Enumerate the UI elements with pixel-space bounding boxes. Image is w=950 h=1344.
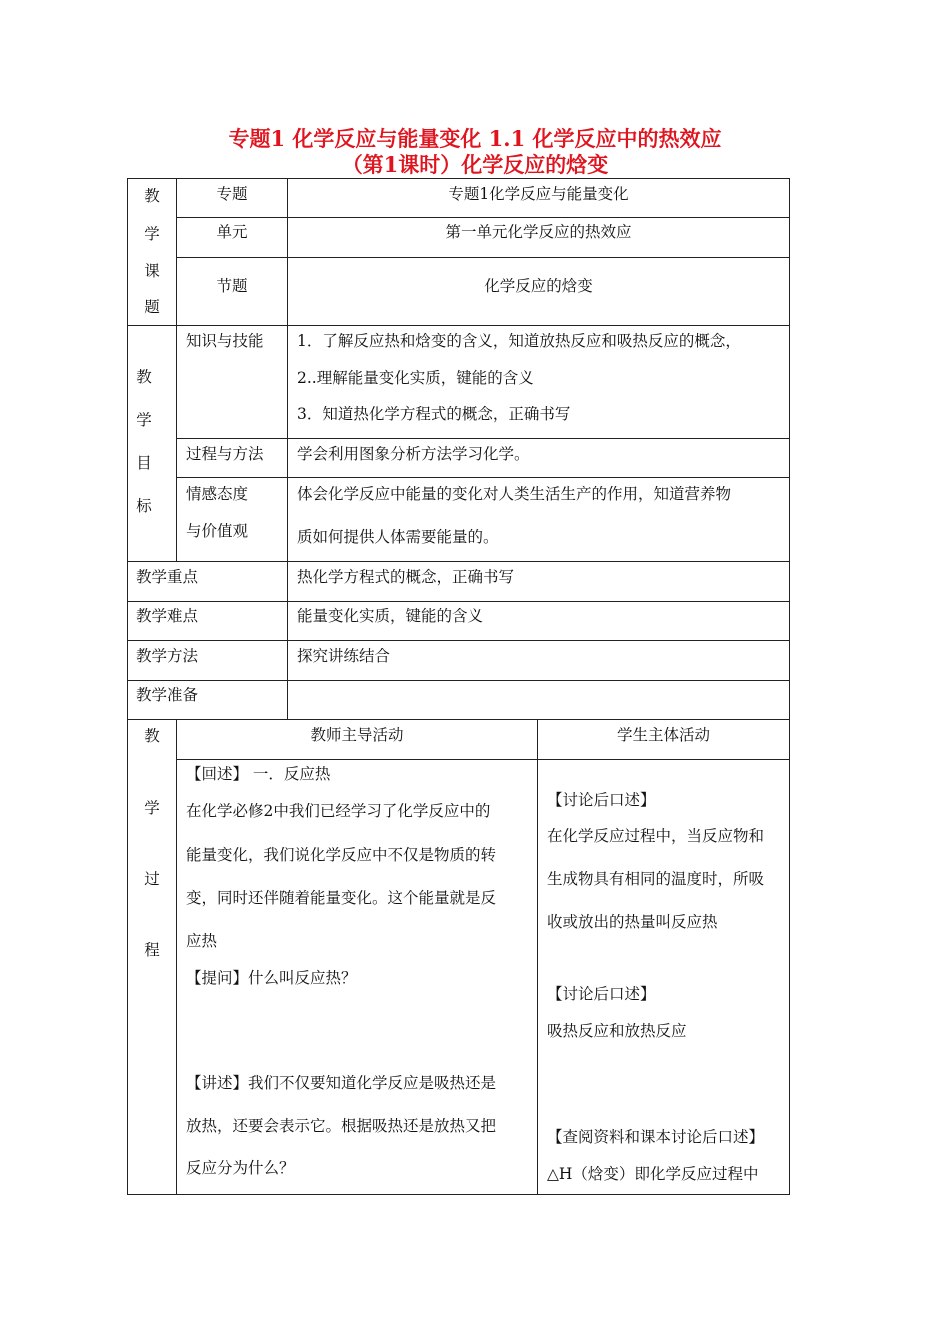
teacher-line: 反应分为什么？	[186, 1159, 295, 1177]
process-method-value: 学会利用图象分析方法学习化学。	[297, 445, 530, 463]
knowledge-goal-line: 1．了解反应热和焓变的含义，知道放热反应和吸热反应的概念，	[297, 332, 741, 350]
side-label-char: 教	[144, 187, 160, 205]
side-label-char: 过	[144, 870, 160, 888]
student-line: 收或放出的热量叫反应热	[547, 913, 718, 931]
method-label: 教学方法	[136, 647, 199, 665]
teacher-activity-header: 教师主导活动	[310, 726, 404, 744]
emotion-label-line: 情感态度	[186, 485, 249, 503]
document-title-line1: 专题1 化学反应与能量变化 1.1 化学反应中的热效应	[228, 126, 722, 151]
teacher-line: 能量变化，我们说化学反应中不仅是物质的转	[186, 846, 497, 864]
key-point-value: 热化学方程式的概念，正确书写	[297, 568, 515, 586]
document-title-line2: （第1课时）化学反应的焓变	[341, 152, 609, 177]
topic-value-section: 化学反应的焓变	[484, 277, 593, 295]
topic-label-subject: 专题	[216, 185, 248, 203]
side-label-char: 程	[144, 941, 160, 959]
difficulty-value: 能量变化实质，键能的含义	[297, 607, 484, 625]
knowledge-skills-label: 知识与技能	[186, 332, 264, 350]
teacher-line: 应热	[186, 932, 218, 950]
student-line: 吸热反应和放热反应	[547, 1022, 687, 1040]
key-point-label: 教学重点	[136, 568, 199, 586]
student-line: 【讨论后口述】	[547, 985, 656, 1003]
side-label-char: 学	[144, 225, 160, 243]
emotion-goal-line: 体会化学反应中能量的变化对人类生活生产的作用，知道营养物	[297, 485, 732, 503]
teacher-line: 在化学必修2中我们已经学习了化学反应中的	[186, 802, 491, 820]
teacher-line: 【讲述】我们不仅要知道化学反应是吸热还是	[186, 1074, 497, 1092]
emotion-goal-line: 质如何提供人体需要能量的。	[297, 528, 499, 546]
emotion-label-line: 与价值观	[186, 522, 249, 540]
topic-label-unit: 单元	[216, 223, 248, 241]
side-label-char: 学	[136, 411, 152, 429]
method-value: 探究讲练结合	[297, 647, 391, 665]
side-label-char: 教	[144, 727, 160, 745]
side-label-char: 课	[144, 262, 160, 280]
student-line: 生成物具有相同的温度时，所吸	[547, 870, 765, 888]
student-line: △H（焓变）即化学反应过程中	[547, 1165, 759, 1183]
student-line: 【讨论后口述】	[547, 791, 656, 809]
side-label-char: 学	[144, 799, 160, 817]
teacher-line: 变，同时还伴随着能量变化。这个能量就是反	[186, 889, 497, 907]
knowledge-goal-line: 3．知道热化学方程式的概念，正确书写	[297, 405, 571, 423]
student-activity-header: 学生主体活动	[616, 726, 710, 744]
side-label-char: 题	[144, 298, 160, 316]
topic-label-section: 节题	[216, 277, 248, 295]
student-line: 在化学反应过程中，当反应物和	[547, 827, 765, 845]
knowledge-goal-line: 2..理解能量变化实质，键能的含义	[297, 369, 534, 387]
process-method-label: 过程与方法	[186, 445, 264, 463]
difficulty-label: 教学难点	[136, 607, 199, 625]
side-label-char: 目	[136, 454, 152, 472]
preparation-label: 教学准备	[136, 686, 199, 704]
teacher-line: 【提问】什么叫反应热？	[186, 969, 357, 987]
topic-value-subject: 专题1化学反应与能量变化	[448, 185, 629, 203]
topic-value-unit: 第一单元化学反应的热效应	[445, 223, 632, 241]
student-line: 【查阅资料和课本讨论后口述】	[547, 1128, 765, 1146]
side-label-char: 教	[136, 368, 152, 386]
side-label-char: 标	[136, 497, 152, 515]
teacher-line: 【回述】 一．反应热	[186, 765, 331, 783]
teacher-line: 放热，还要会表示它。根据吸热还是放热又把	[186, 1117, 497, 1135]
